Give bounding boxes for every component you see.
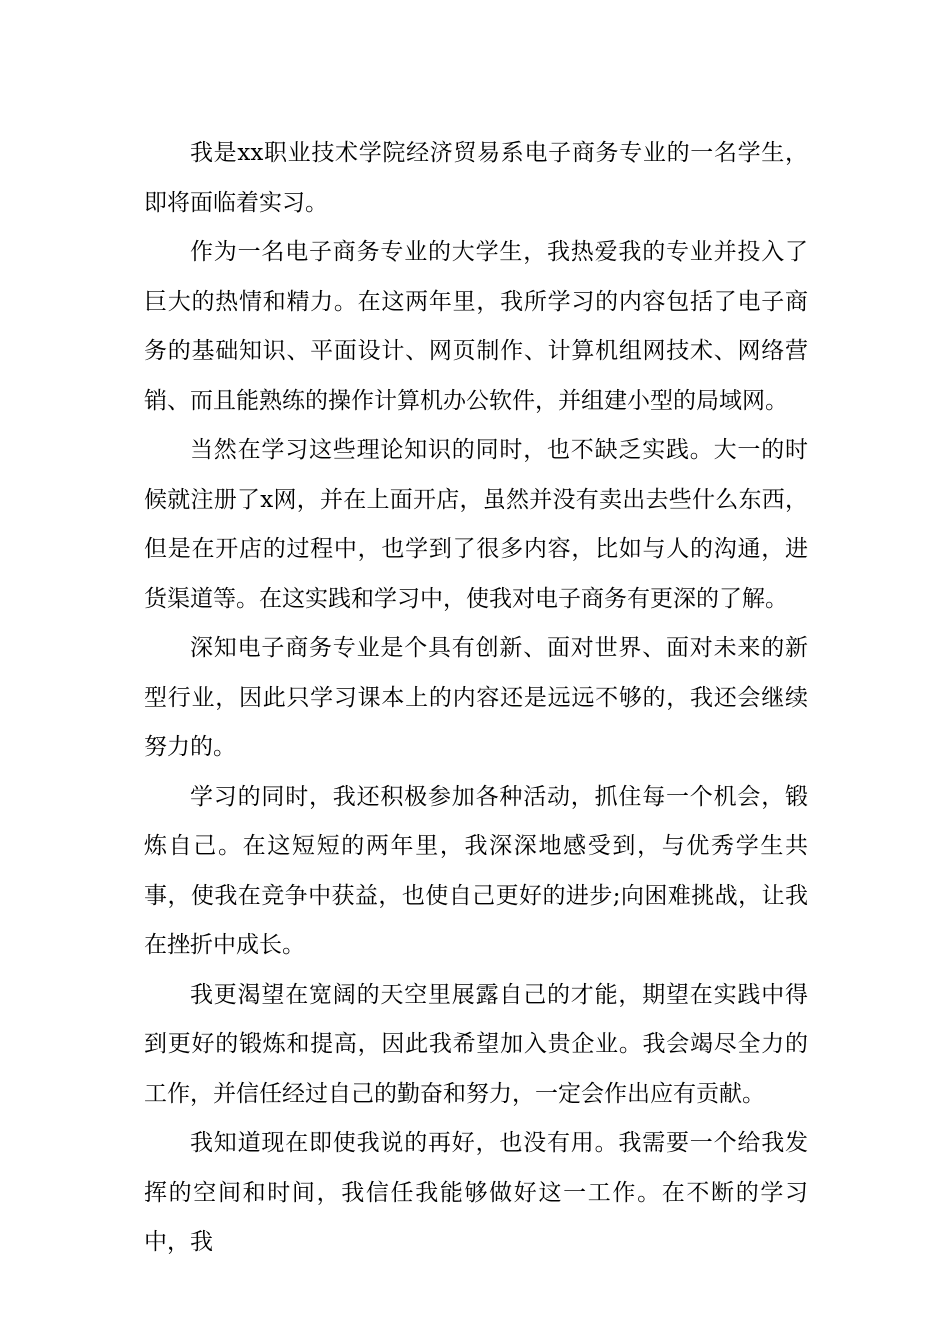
paragraph-5: 学习的同时，我还积极参加各种活动，抓住每一个机会，锻炼自己。在这短短的两年里，我深深地感受到，与优秀学生共事，使我在竞争中获益，也使自己更好的进步;向困难挑战，让我在挫折中成长。 bbox=[144, 783, 808, 958]
paragraph-6: 我更渴望在宽阔的天空里展露自己的才能，期望在实践中得到更好的锻炼和提高，因此我希望加入贵企业。我会竭尽全力的工作，并信任经过自己的勤奋和努力，一定会作出应有贡献。 bbox=[144, 981, 808, 1107]
paragraph-1: 我是xx职业技术学院经济贸易系电子商务专业的一名学生，即将面临着实习。 bbox=[144, 140, 808, 216]
paragraph-2: 作为一名电子商务专业的大学生，我热爱我的专业并投入了巨大的热情和精力。在这两年里，我所学习的内容包括了电子商务的基础知识、平面设计、网页制作、计算机组网技术、网络营销、而且能熟练的操作计算机办公软件，并组建小型的局域网。 bbox=[144, 239, 808, 414]
paragraph-3: 当然在学习这些理论知识的同时，也不缺乏实践。大一的时候就注册了x网，并在上面开店，虽然并没有卖出去些什么东西，但是在开店的过程中，也学到了很多内容，比如与人的沟通，进货渠道等。在这实践和学习中，使我对电子商务有更深的了解。 bbox=[144, 437, 808, 612]
paragraph-4: 深知电子商务专业是个具有创新、面对世界、面对未来的新型行业，因此只学习课本上的内容还是远远不够的，我还会继续努力的。 bbox=[144, 635, 808, 760]
paragraph-7: 我知道现在即使我说的再好，也没有用。我需要一个给我发挥的空间和时间，我信任我能够做好这一工作。在不断的学习中，我 bbox=[144, 1130, 808, 1255]
document-body bbox=[144, 129, 808, 1268]
